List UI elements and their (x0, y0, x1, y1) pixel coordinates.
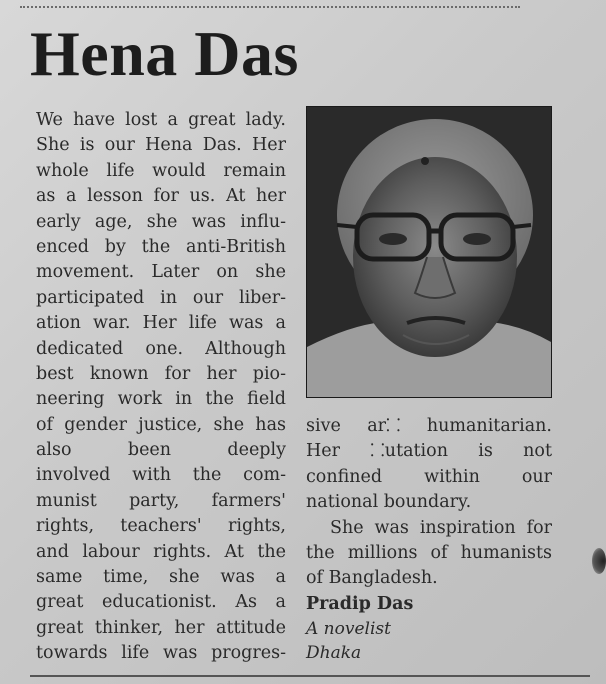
text-line: towards life was progres- (36, 643, 286, 664)
text-line: neering work in the field (36, 389, 286, 410)
author-name: Pradip Das (306, 593, 414, 614)
text-line: great thinker, her attitude (36, 617, 286, 638)
text-line: confined within our (306, 466, 552, 487)
text-line: She was inspiration for (330, 517, 552, 538)
text-line: also been deeply (36, 440, 286, 461)
text-line: We have lost a great lady. (36, 110, 286, 130)
text-line: movement. Later on she (36, 262, 286, 283)
text-line: ation war. Her life was a (36, 313, 286, 334)
text-line: rights, teachers' rights, (36, 516, 286, 537)
text-line: involved with the com- (36, 465, 286, 486)
text-line: munist party, farmers' (36, 490, 286, 511)
text-line: She is our Hena Das. Her (36, 135, 286, 156)
author-title: A novelist (306, 619, 391, 640)
right-column (306, 414, 552, 665)
text-line: as a lesson for us. At her (36, 186, 286, 207)
text-line: whole life would remain (36, 160, 286, 181)
text-line: the millions of humanists (306, 542, 552, 563)
left-column (36, 108, 286, 667)
text-line: national boundary. (306, 492, 472, 513)
text-line: of Bangladesh. (306, 568, 438, 589)
author-city: Dhaka (306, 643, 362, 664)
text-line: same time, she was a (36, 567, 286, 588)
text-line: participated in our liber- (36, 287, 286, 308)
bottom-divider (30, 675, 590, 677)
text-line: dedicated one. Although (36, 338, 286, 359)
text-line: Her ⸬utation is not (306, 441, 552, 462)
text-line: enced by the anti-British (36, 236, 286, 257)
text-line: best known for her pio- (36, 363, 286, 384)
portrait-illustration (307, 107, 551, 397)
top-divider (20, 6, 520, 8)
text-line: and labour rights. At the (36, 541, 286, 562)
text-line: of gender justice, she has (36, 414, 286, 435)
portrait-photo (306, 106, 552, 398)
ink-smudge (592, 548, 606, 574)
text-line: great educationist. As a (36, 592, 286, 613)
text-line: sive ar⸬ humanitarian. (306, 416, 552, 436)
headline: Hena Das (30, 18, 299, 89)
text-line: early age, she was influ- (36, 211, 286, 232)
